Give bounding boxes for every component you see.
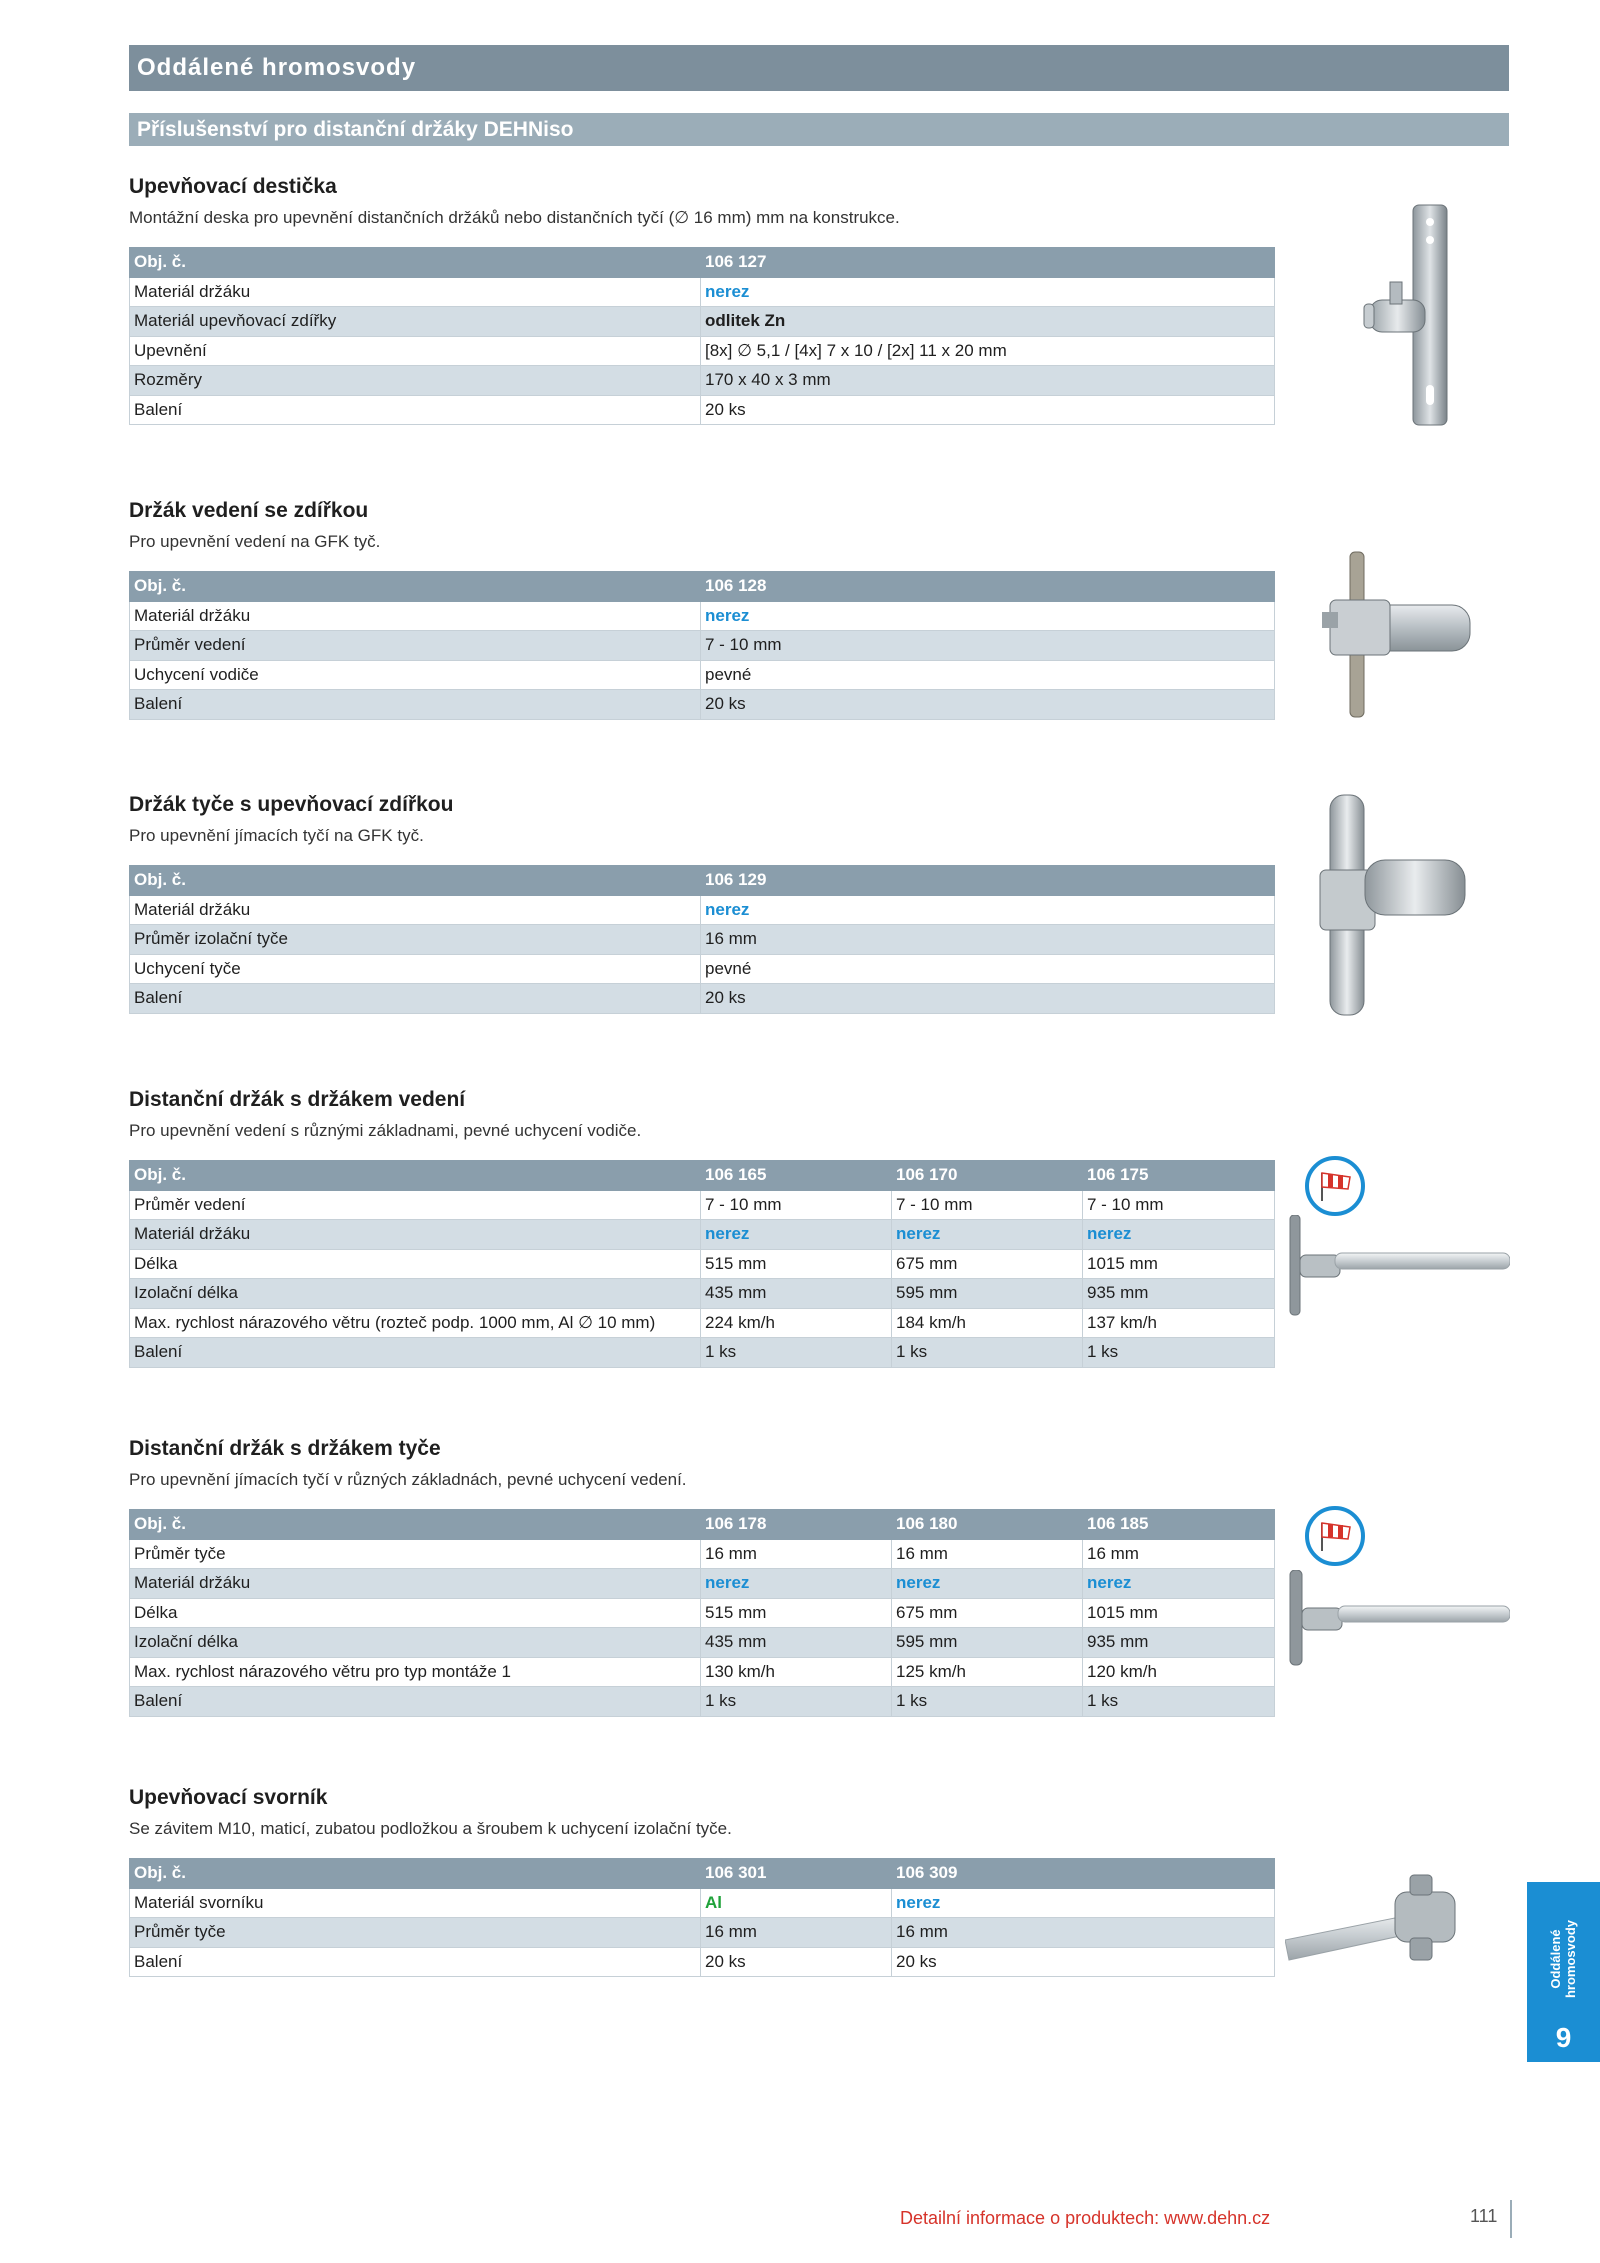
table-row [130, 1628, 1275, 1658]
row-value: 20 ks [701, 984, 1275, 1014]
row-label: Materiál držáku [130, 1220, 701, 1250]
section-description: Se závitem M10, maticí, zubatou podložkou a šroubem k uchycení izolační tyče. [129, 1819, 732, 1838]
table-row [130, 1249, 1275, 1279]
row-label: Průměr tyče [130, 1539, 701, 1569]
row-value: nerez [701, 1220, 892, 1250]
row-label: Balení [130, 395, 701, 425]
table-row [130, 1220, 1275, 1250]
table-row [130, 1888, 1275, 1918]
row-value: 16 mm [701, 925, 1275, 955]
page-number-divider [1510, 2200, 1512, 2238]
header-cell: Obj. č. [130, 1161, 701, 1191]
row-value: 16 mm [892, 1539, 1083, 1569]
row-label: Max. rychlost nárazového větru (rozteč podp. 1000 mm, Al ∅ 10 mm) [130, 1308, 701, 1338]
row-value: 16 mm [701, 1539, 892, 1569]
table-row [130, 307, 1275, 337]
product-section-mounting-plate [129, 172, 1274, 425]
table-row [130, 395, 1275, 425]
header-cell: Obj. č. [130, 572, 701, 602]
order-number: 106 301 [701, 1859, 892, 1889]
table-header-row [130, 1161, 1275, 1191]
order-number: 106 165 [701, 1161, 892, 1191]
row-value: nerez [701, 277, 1275, 307]
table-row [130, 1569, 1275, 1599]
order-number: 106 180 [892, 1510, 1083, 1540]
product-section-fixing-bolt [129, 1783, 1274, 1977]
row-value: nerez [892, 1220, 1083, 1250]
row-value: 120 km/h [1083, 1657, 1275, 1687]
row-value: 7 - 10 mm [701, 631, 1275, 661]
row-label: Balení [130, 1687, 701, 1717]
row-value: 515 mm [701, 1598, 892, 1628]
row-label: Průměr vedení [130, 631, 701, 661]
row-value: 1 ks [701, 1687, 892, 1717]
order-number: 106 185 [1083, 1510, 1275, 1540]
section-title: Upevňovací destička [129, 175, 337, 198]
table-row [130, 984, 1275, 1014]
table-row [130, 1308, 1275, 1338]
table-row [130, 895, 1275, 925]
row-value: 224 km/h [701, 1308, 892, 1338]
row-value: odlitek Zn [701, 307, 1275, 337]
table-row [130, 601, 1275, 631]
row-label: Materiál upevňovací zdířky [130, 307, 701, 337]
order-number: 106 128 [701, 572, 1275, 602]
chapter-number: 9 [1555, 2022, 1572, 2053]
row-label: Průměr vedení [130, 1190, 701, 1220]
product-section-spacer-conductor [129, 1085, 1274, 1368]
row-value: 595 mm [892, 1279, 1083, 1309]
row-label: Materiál držáku [130, 277, 701, 307]
row-value: 170 x 40 x 3 mm [701, 366, 1275, 396]
table-row [130, 366, 1275, 396]
row-label: Upevnění [130, 336, 701, 366]
row-value: 137 km/h [1083, 1308, 1275, 1338]
table-row [130, 925, 1275, 955]
row-label: Balení [130, 690, 701, 720]
row-label: Uchycení tyče [130, 954, 701, 984]
spec-table [129, 1160, 1275, 1368]
order-number: 106 170 [892, 1161, 1083, 1191]
row-value: 595 mm [892, 1628, 1083, 1658]
wind-sock-icon [1300, 1505, 1370, 1567]
row-label: Uchycení vodiče [130, 660, 701, 690]
row-value: nerez [701, 601, 1275, 631]
row-value: 20 ks [701, 690, 1275, 720]
spec-table [129, 1509, 1275, 1717]
header-cell: Obj. č. [130, 1510, 701, 1540]
row-label: Délka [130, 1598, 701, 1628]
table-row [130, 1279, 1275, 1309]
row-label: Materiál svorníku [130, 1888, 701, 1918]
row-value: nerez [1083, 1220, 1275, 1250]
section-title: Distanční držák s držákem tyče [129, 1437, 441, 1460]
order-number: 106 309 [892, 1859, 1275, 1889]
row-value: 125 km/h [892, 1657, 1083, 1687]
row-value: 515 mm [701, 1249, 892, 1279]
row-value: nerez [1083, 1569, 1275, 1599]
spacer-holder-image [1280, 1215, 1510, 1325]
row-value: 16 mm [701, 1918, 892, 1948]
table-row [130, 277, 1275, 307]
section-title: Držák tyče s upevňovací zdířkou [129, 793, 454, 816]
table-header-row [130, 1510, 1275, 1540]
row-label: Průměr izolační tyče [130, 925, 701, 955]
row-value: nerez [701, 895, 1275, 925]
row-value: nerez [892, 1569, 1083, 1599]
page-number: 111 [1470, 2206, 1498, 2226]
row-value: 20 ks [701, 1947, 892, 1977]
section-description: Pro upevnění jímacích tyčí na GFK tyč. [129, 826, 424, 845]
spec-table [129, 247, 1275, 425]
header-cell: Obj. č. [130, 866, 701, 896]
row-value: [8x] ∅ 5,1 / [4x] 7 x 10 / [2x] 11 x 20 mm [701, 336, 1275, 366]
row-value: 7 - 10 mm [892, 1190, 1083, 1220]
row-value: 435 mm [701, 1628, 892, 1658]
product-section-conductor-holder [129, 496, 1274, 720]
spec-table [129, 1858, 1275, 1977]
row-value: 675 mm [892, 1249, 1083, 1279]
row-value: 1 ks [892, 1338, 1083, 1368]
table-header-row [130, 1859, 1275, 1889]
row-value: 184 km/h [892, 1308, 1083, 1338]
table-row [130, 1539, 1275, 1569]
row-label: Balení [130, 1947, 701, 1977]
section-title: Upevňovací svorník [129, 1786, 328, 1809]
section-title: Distanční držák s držákem vedení [129, 1088, 466, 1111]
table-row [130, 1190, 1275, 1220]
wind-sock-icon [1300, 1155, 1370, 1217]
table-header-row [130, 248, 1275, 278]
chapter-tab[interactable] [1527, 1882, 1600, 2062]
row-value: 1 ks [1083, 1687, 1275, 1717]
row-value: 16 mm [892, 1918, 1275, 1948]
row-label: Balení [130, 1338, 701, 1368]
row-label: Max. rychlost nárazového větru pro typ montáže 1 [130, 1657, 701, 1687]
section-description: Montážní deska pro upevnění distančních držáků nebo distančních tyčí (∅ 16 mm) mm na konstrukce. [129, 208, 900, 227]
rod-holder-image [1315, 790, 1485, 1020]
table-row [130, 954, 1275, 984]
order-number: 106 175 [1083, 1161, 1275, 1191]
section-description: Pro upevnění jímacích tyčí v různých základnách, pevné uchycení vedení. [129, 1470, 687, 1489]
table-row [130, 1338, 1275, 1368]
product-section-rod-holder [129, 790, 1274, 1014]
section-description: Pro upevnění vedení s různými základnami, pevné uchycení vodiče. [129, 1121, 642, 1140]
row-value: 675 mm [892, 1598, 1083, 1628]
header-cell: Obj. č. [130, 248, 701, 278]
mounting-plate-image [1350, 200, 1500, 430]
row-value: 1 ks [701, 1338, 892, 1368]
table-row [130, 1657, 1275, 1687]
spec-table [129, 571, 1275, 720]
row-value: 435 mm [701, 1279, 892, 1309]
order-number: 106 178 [701, 1510, 892, 1540]
section-description: Pro upevnění vedení na GFK tyč. [129, 532, 381, 551]
row-label: Materiál držáku [130, 895, 701, 925]
row-value: 130 km/h [701, 1657, 892, 1687]
row-value: Al [701, 1888, 892, 1918]
page-subsection-header: Příslušenství pro distanční držáky DEHNiso [129, 113, 1509, 146]
header-cell: Obj. č. [130, 1859, 701, 1889]
row-label: Materiál držáku [130, 1569, 701, 1599]
row-value: 1 ks [1083, 1338, 1275, 1368]
row-value: 1015 mm [1083, 1249, 1275, 1279]
product-section-spacer-rod [129, 1434, 1274, 1717]
table-header-row [130, 866, 1275, 896]
table-row [130, 1687, 1275, 1717]
order-number: 106 127 [701, 248, 1275, 278]
row-value: 20 ks [892, 1947, 1275, 1977]
table-header-row [130, 572, 1275, 602]
row-value: 935 mm [1083, 1628, 1275, 1658]
chapter-tab-label: Oddálené hromosvody [1548, 1920, 1578, 1999]
row-label: Izolační délka [130, 1279, 701, 1309]
fixing-bolt-image [1285, 1870, 1495, 1970]
row-label: Balení [130, 984, 701, 1014]
page-section-header: Oddálené hromosvody [129, 45, 1509, 91]
table-row [130, 1598, 1275, 1628]
row-value: pevné [701, 660, 1275, 690]
row-label: Rozměry [130, 366, 701, 396]
product-info-link[interactable]: Detailní informace o produktech: www.dehn.cz [900, 2208, 1271, 2228]
table-row [130, 690, 1275, 720]
table-row [130, 1947, 1275, 1977]
table-row [130, 660, 1275, 690]
row-value: 1015 mm [1083, 1598, 1275, 1628]
row-value: 7 - 10 mm [1083, 1190, 1275, 1220]
row-label: Délka [130, 1249, 701, 1279]
row-value: 16 mm [1083, 1539, 1275, 1569]
row-value: nerez [701, 1569, 892, 1599]
row-value: 7 - 10 mm [701, 1190, 892, 1220]
row-value: pevné [701, 954, 1275, 984]
order-number: 106 129 [701, 866, 1275, 896]
table-row [130, 336, 1275, 366]
table-row [130, 1918, 1275, 1948]
spacer-holder-image [1280, 1570, 1510, 1680]
row-value: 935 mm [1083, 1279, 1275, 1309]
row-value: nerez [892, 1888, 1275, 1918]
table-row [130, 631, 1275, 661]
section-title: Držák vedení se zdířkou [129, 499, 369, 522]
conductor-holder-image [1320, 550, 1490, 720]
row-value: 1 ks [892, 1687, 1083, 1717]
row-label: Izolační délka [130, 1628, 701, 1658]
row-label: Průměr tyče [130, 1918, 701, 1948]
row-value: 20 ks [701, 395, 1275, 425]
spec-table [129, 865, 1275, 1014]
row-label: Materiál držáku [130, 601, 701, 631]
